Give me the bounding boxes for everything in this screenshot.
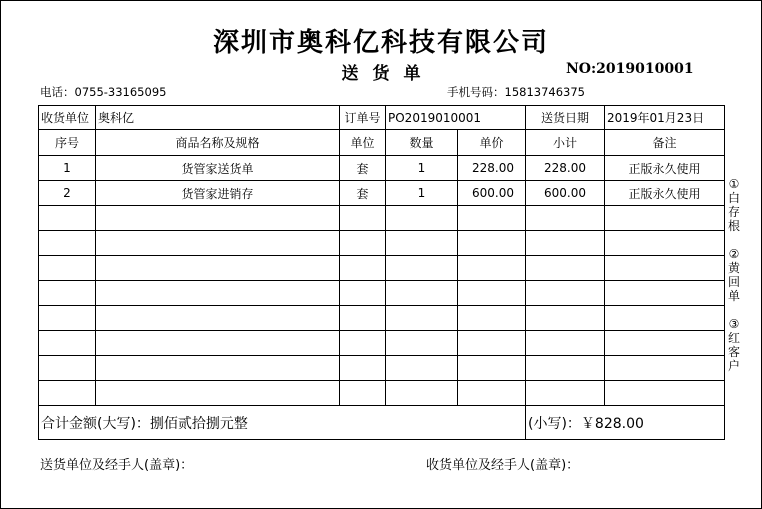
order-label: 订单号 <box>344 111 381 125</box>
col-price-header: 单价 <box>479 136 504 150</box>
phone-number: 电话：0755-33165095 <box>40 85 167 99</box>
col-unit-cell: 套 <box>356 161 369 176</box>
col-remark-cell: 正版永久使用 <box>628 161 701 176</box>
total-small: (小写)：￥828.00 <box>528 415 644 432</box>
receiver-signature-label: 收货单位及经手人(盖章)： <box>426 458 580 473</box>
col-subtotal-cell: 600.00 <box>544 186 586 200</box>
col-price-cell: 600.00 <box>472 186 514 200</box>
company-title: 深圳市奥科亿科技有限公司 <box>212 28 549 58</box>
col-subtotal-header: 小计 <box>552 136 577 150</box>
mobile-number: 手机号码：15813746375 <box>447 85 585 99</box>
col-product-cell: 货管家送货单 <box>181 161 254 176</box>
col-product-header: 商品名称及规格 <box>175 136 260 150</box>
document-number: NO:2019010001 <box>566 61 694 77</box>
col-quantity-cell: 1 <box>417 186 426 200</box>
order-value: PO2019010001 <box>388 110 482 125</box>
col-remark-cell: 正版永久使用 <box>628 186 701 201</box>
col-unit-cell: 套 <box>356 186 369 201</box>
col-index-header: 序号 <box>54 136 79 150</box>
copy-label-2: ② 黄 回 单 <box>727 247 740 303</box>
col-subtotal-cell: 228.00 <box>544 161 586 175</box>
col-quantity-header: 数量 <box>409 136 434 150</box>
col-quantity-cell: 1 <box>417 161 426 175</box>
col-index-cell: 1 <box>63 161 71 175</box>
col-unit-header: 单位 <box>350 136 375 150</box>
receiver-label: 收货单位 <box>41 111 90 125</box>
receiver-value: 奥科亿 <box>98 111 135 125</box>
copy-label-1: ① 白 存 根 <box>727 177 740 233</box>
copy-label-3: ③ 红 客 户 <box>727 317 740 373</box>
col-index-cell: 2 <box>63 186 71 200</box>
total-capital: 合计金额(大写)：捌佰贰拾捌元整 <box>41 415 248 432</box>
col-product-cell: 货管家进销存 <box>181 186 254 201</box>
col-price-cell: 228.00 <box>472 161 514 175</box>
date-label: 送货日期 <box>540 111 589 125</box>
document-title: 送货单 <box>341 64 435 84</box>
delivery-table <box>38 105 724 439</box>
col-remark-header: 备注 <box>652 136 677 150</box>
sender-signature-label: 送货单位及经手人(盖章)： <box>40 458 194 473</box>
date-value: 2019年01月23日 <box>607 111 705 125</box>
